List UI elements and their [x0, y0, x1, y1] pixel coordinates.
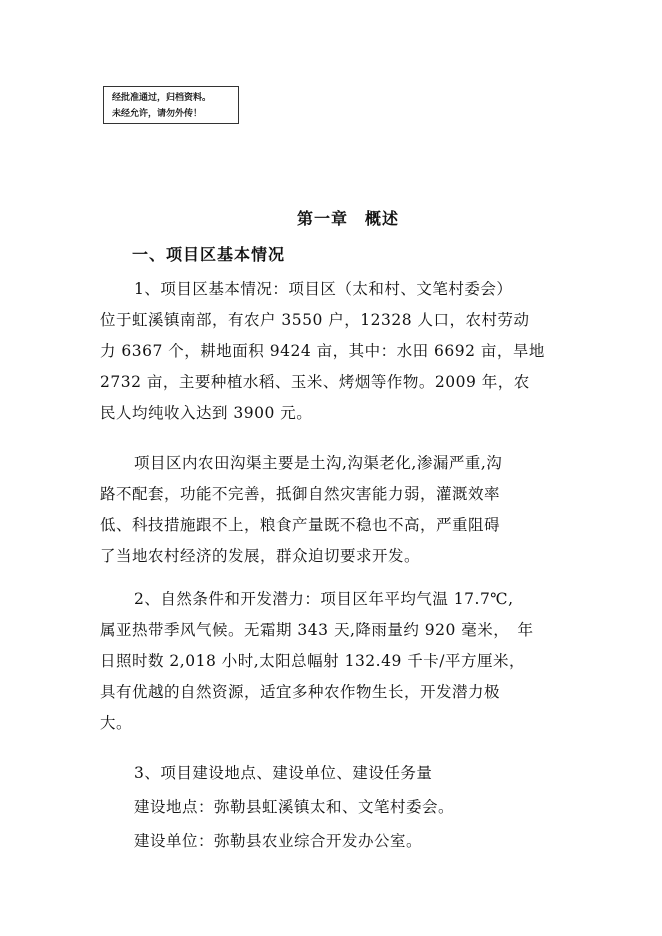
paragraph-natural-conditions — [100, 584, 556, 739]
paragraph-construction-unit — [100, 826, 556, 857]
text-line: 力 6367 个，耕地面积 9424 亩，其中：水田 6692 亩，旱地 — [100, 342, 545, 360]
paragraph-irrigation-problems — [100, 448, 556, 572]
text-line: 大。 — [100, 714, 133, 732]
text-line: 位于虹溪镇南部，有农户 3550 户，12328 人口，农村劳动 — [100, 311, 530, 329]
text-line: 建设单位：弥勒县农业综合开发办公室。 — [134, 832, 423, 850]
text-line: 2、自然条件和开发潜力：项目区年平均气温 17.7℃, — [134, 590, 514, 608]
text-line: 项目区内农田沟渠主要是土沟,沟渠老化,渗漏严重,沟 — [134, 454, 503, 472]
section-heading: 一、项目区基本情况 — [132, 245, 286, 264]
text-line: 具有优越的自然资源，适宜多种农作物生长，开发潜力极 — [100, 683, 501, 701]
text-line: 民人均纯收入达到 3900 元。 — [100, 404, 313, 422]
text-line: 了当地农村经济的发展，群众迫切要求开发。 — [100, 547, 421, 565]
text-line: 3、项目建设地点、建设单位、建设任务量 — [134, 764, 433, 782]
text-line: 路不配套，功能不完善，抵御自然灾害能力弱，灌溉效率 — [100, 485, 501, 503]
paragraph-construction-heading — [100, 758, 556, 789]
notice-line-1: 经批准通过，归档资料。 — [112, 93, 212, 103]
text-line: 建设地点：弥勒县虹溪镇太和、文笔村委会。 — [134, 798, 455, 816]
chapter-title: 第一章 概述 — [296, 209, 399, 228]
paragraph-construction-location — [100, 792, 556, 823]
text-line: 1、项目区基本情况：项目区（太和村、文笔村委会） — [134, 280, 513, 298]
paragraph-basic-situation — [100, 274, 556, 429]
text-line: 2732 亩，主要种植水稻、玉米、烤烟等作物。2009 年，农 — [100, 373, 530, 391]
text-line: 属亚热带季风气候。无霜期 343 天,降雨量约 920 毫米， 年 — [100, 621, 534, 639]
notice-line-2: 未经允许，请勿外传！ — [112, 109, 203, 119]
text-line: 低、科技措施跟不上，粮食产量既不稳也不高，严重阻碍 — [100, 516, 501, 534]
confidentiality-notice-stamp — [103, 86, 239, 124]
text-line: 日照时数 2,018 小时,太阳总幅射 132.49 千卡/平方厘米， — [100, 652, 525, 670]
